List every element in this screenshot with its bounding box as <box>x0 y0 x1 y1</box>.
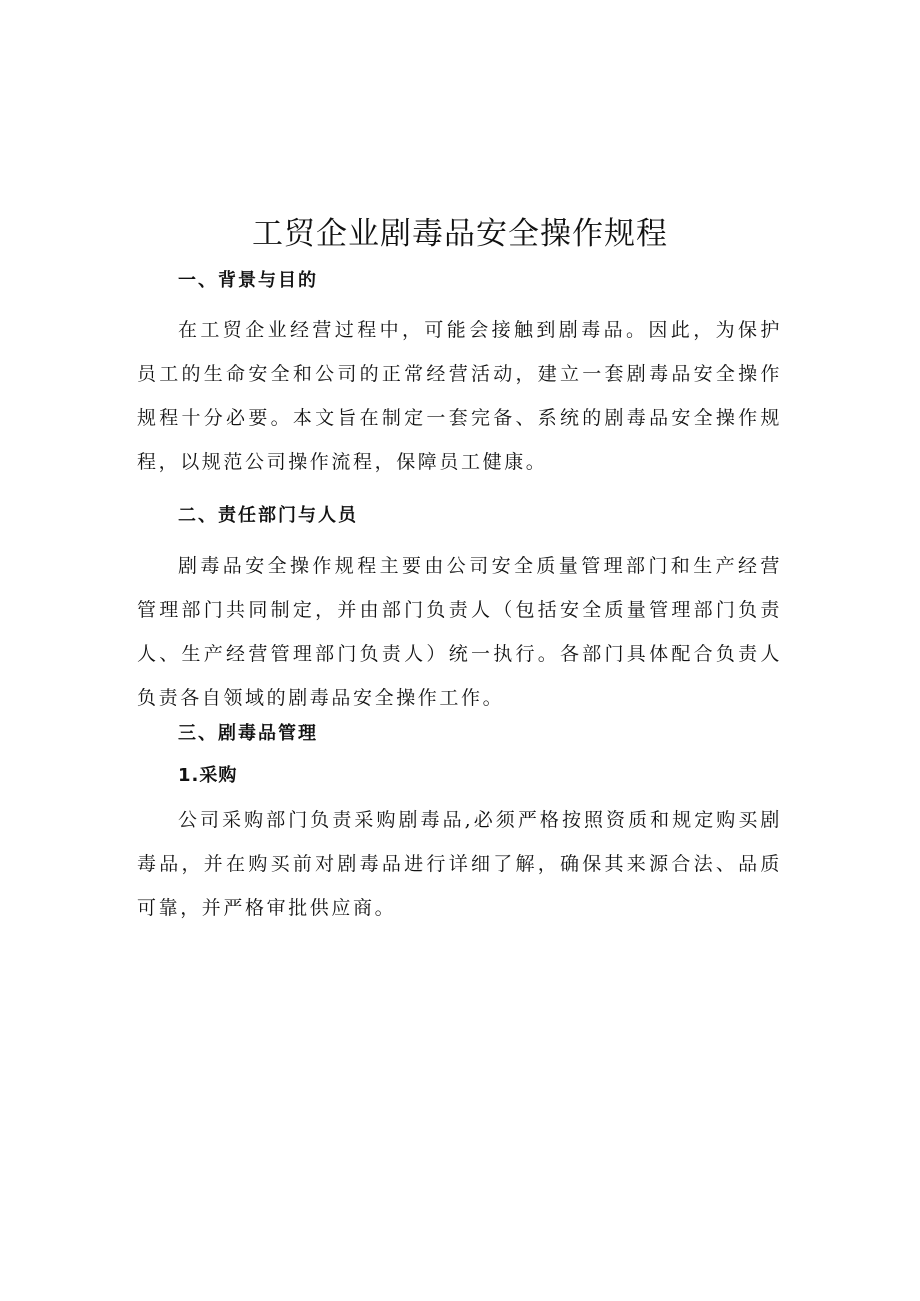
section-heading-management: 三、剧毒品管理 <box>178 723 318 744</box>
section-paragraph-background: 在工贸企业经营过程中，可能会接触到剧毒品。因此，为保护员工的生命安全和公司的正常经营活动，建立一套剧毒品安全操作规程十分必要。本文旨在制定一套完备、系统的剧毒品安全操作规程，以规范公司操作流程，保障员工健康。 <box>137 319 782 473</box>
section-paragraph-procurement: 公司采购部门负责采购剧毒品,必须严格按照资质和规定购买剧毒品，并在购买前对剧毒品进行详细了解，确保其来源合法、品质可靠，并严格审批供应商。 <box>137 809 782 919</box>
document-title: 工贸企业剧毒品安全操作规程 <box>252 216 668 252</box>
section-heading-responsibility: 二、责任部门与人员 <box>178 505 358 526</box>
section-heading-background: 一、背景与目的 <box>178 270 318 291</box>
section-paragraph-responsibility: 剧毒品安全操作规程主要由公司安全质量管理部门和生产经营管理部门共同制定，并由部门负责人（包括安全质量管理部门负责人、生产经营管理部门负责人）统一执行。各部门具体配合负责人负责各自领域的剧毒品安全操作工作。 <box>137 555 782 709</box>
subsection-heading-procurement: 1.采购 <box>178 765 238 786</box>
